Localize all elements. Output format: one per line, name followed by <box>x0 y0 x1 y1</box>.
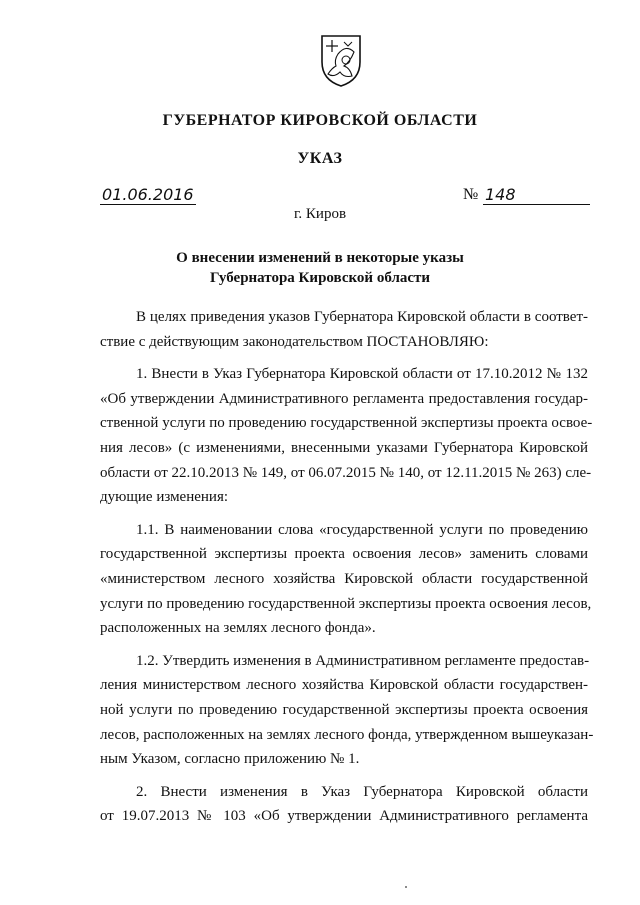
body-line: ной услуги по проведению государственной экспертизы проекта освоения <box>100 701 588 718</box>
body-line: 1.2. Утвердить изменения в Административном регламенте предостав- <box>136 652 590 669</box>
body-line: В целях приведения указов Губернатора Кировской области в соответ- <box>136 309 588 325</box>
body-line: области от 22.10.2013 № 149, от 06.07.2015 № 140, от 12.11.2015 № 263) сле- <box>100 464 592 481</box>
body-line: «Об утверждении Административного регламента предоставления государ- <box>100 390 588 407</box>
coat-of-arms-icon <box>318 32 364 88</box>
issuer-title: ГУБЕРНАТОР КИРОВСКОЙ ОБЛАСТИ <box>162 112 478 129</box>
number-label: № <box>463 186 479 203</box>
body-line: ным Указом, согласно приложению № 1. <box>100 751 360 768</box>
body-line: 1. Внести в Указ Губернатора Кировской области от 17.10.2012 № 132 <box>136 366 588 383</box>
body-line: «министерством лесного хозяйства Кировской области государственной <box>100 570 588 587</box>
subject-line: Губернатора Кировской области <box>209 270 431 286</box>
body-line: ния лесов» (с изменениями, внесенными указами Губернатора Кировской <box>100 439 588 456</box>
body-line: услуги по проведению государственной экспертизы проекта освоения лесов, <box>100 595 592 612</box>
body-line: 2. Внести изменения в Указ Губернатора Кировской области <box>136 783 588 800</box>
body-line: дующие изменения: <box>100 489 229 506</box>
body-line: ственной услуги по проведению государственной экспертизы проекта освое- <box>100 415 593 432</box>
subject-line: О внесении изменений в некоторые указы <box>176 250 464 266</box>
body-line: 1.1. В наименовании слова «государственной услуги по проведению <box>136 521 588 538</box>
document-type: УКАЗ <box>297 150 343 167</box>
document-number: 148 <box>483 186 590 205</box>
body-line: от 19.07.2013 № 103 «Об утверждении Административного регламента <box>100 808 588 825</box>
city: г. Киров <box>293 206 347 222</box>
body-line: ления министерством лесного хозяйства Кировской области государствен- <box>100 677 588 694</box>
body-line: ствие с действующим законодательством ПОСТАНОВЛЯЮ: <box>100 333 489 350</box>
scan-speck <box>405 886 407 888</box>
document-date: 01.06.2016 <box>102 185 194 204</box>
body-line: расположенных на землях лесного фонда». <box>100 620 376 637</box>
body-line: лесов, расположенных на землях лесного фонда, утвержденном вышеуказан- <box>100 726 594 743</box>
document-subject <box>0 248 640 288</box>
body-text <box>100 305 594 829</box>
body-line: государственной экспертизы проекта освоения лесов» заменить словами <box>100 546 588 563</box>
